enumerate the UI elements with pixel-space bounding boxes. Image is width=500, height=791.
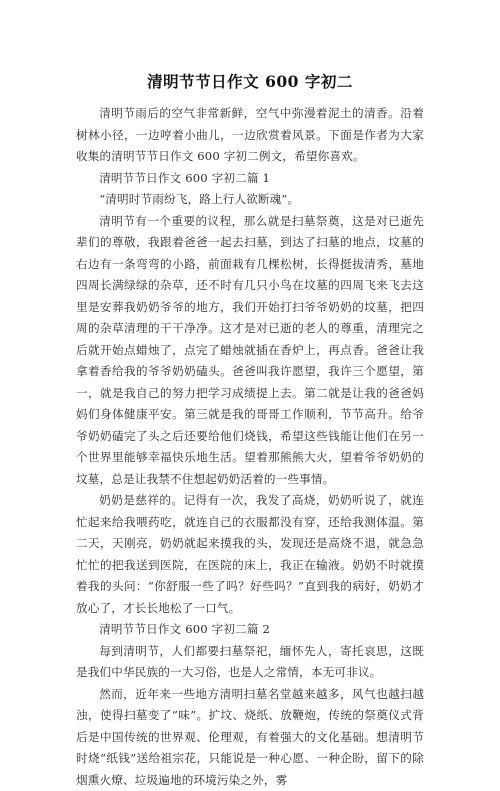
body-paragraph: 清明节有一个重要的议程，那么就是扫墓祭奠，这是对已逝先辈们的尊敬，我跟着爸爸一起去扫墓，到达了扫墓的地点，坟墓的右边有一条弯弯的小路，前面栽有几棵松树，长得挺拔清秀，墓地四周长满绿绿的杂草，还不时有几只小鸟在坟墓的四周飞来飞去这里是安葬我奶奶爷爷的地方，我们开始打扫爷爷奶奶的坟墓，把四周的杂草清理的干干净净。这才是对已逝的老人的尊重，清理完之后就开始点蜡烛了，点完了蜡烛就插在香炉上，再点香。爸爸让我拿着香给我的爷爷奶奶磕头。爸爸叫我许愿望，我许三个愿望，第一，就是我自己的努力把学习成绩提上去。第二就是让我的爸爸妈妈们身体健康平安。第三就是我的哥哥工作顺利，节节高升。给爷爷奶奶磕完了头之后还要给他们烧钱，希望这些钱能让他们在另一个世界里能够幸福快乐地生活。望着那熊熊大火，望着爷爷奶奶的坟墓，总是让我禁不住想起奶奶活着的一些事情。 — [76, 211, 424, 491]
section-heading-2: 清明节节日作文 600 字初二篇 2 — [76, 619, 424, 641]
quote-line: “清明时节雨纷飞，路上行人欲断魂”。 — [76, 189, 424, 211]
section-heading-1: 清明节节日作文 600 字初二篇 1 — [76, 168, 424, 190]
intro-paragraph: 清明节雨后的空气非常新鲜，空气中弥漫着泥土的清香。沿着树林小径，一边哼着小曲儿，一边欣赏着风景。下面是作者为大家收集的清明节节日作文 600 字初二例文，希望你喜欢。 — [76, 103, 424, 168]
body-paragraph: 奶奶是慈祥的。记得有一次，我发了高烧，奶奶听说了，就连忙起来给我喂药吃，就连自己的衣服都没有穿，还给我测体温。第二天，天刚亮，奶奶就起来摸我的头，发现还是高烧不退，就急急忙忙的把我送到医院，在医院的床上，我正在输液。奶奶不时就摸着我的头问：“你舒服一些了吗？好些吗？”直到我的病好，奶奶才放心了，才长长地松了一口气。 — [76, 490, 424, 619]
document-title: 清明节节日作文 600 字初二 — [76, 72, 424, 92]
document-body — [76, 103, 424, 791]
body-paragraph: 然而，近年来一些地方清明扫墓名堂越来越多，风气也越扫越浊，使得扫墓变了“味”。扩坟、烧纸、放鞭炮，传统的祭奠仪式背后是中国传统的世界观、伦理观，有着强大的文化基础。想清明节时烧“纸钱”送给祖宗花，只能说是一种心愿、一种企盼，留下的除烟熏火燎、垃圾遍地的环境污染之外，雾 — [76, 684, 424, 791]
body-paragraph: 每到清明节，人们都要扫墓祭祀，缅怀先人，寄托哀思，这既是我们中华民族的一大习俗，也是人之常情，本无可非议。 — [76, 641, 424, 684]
